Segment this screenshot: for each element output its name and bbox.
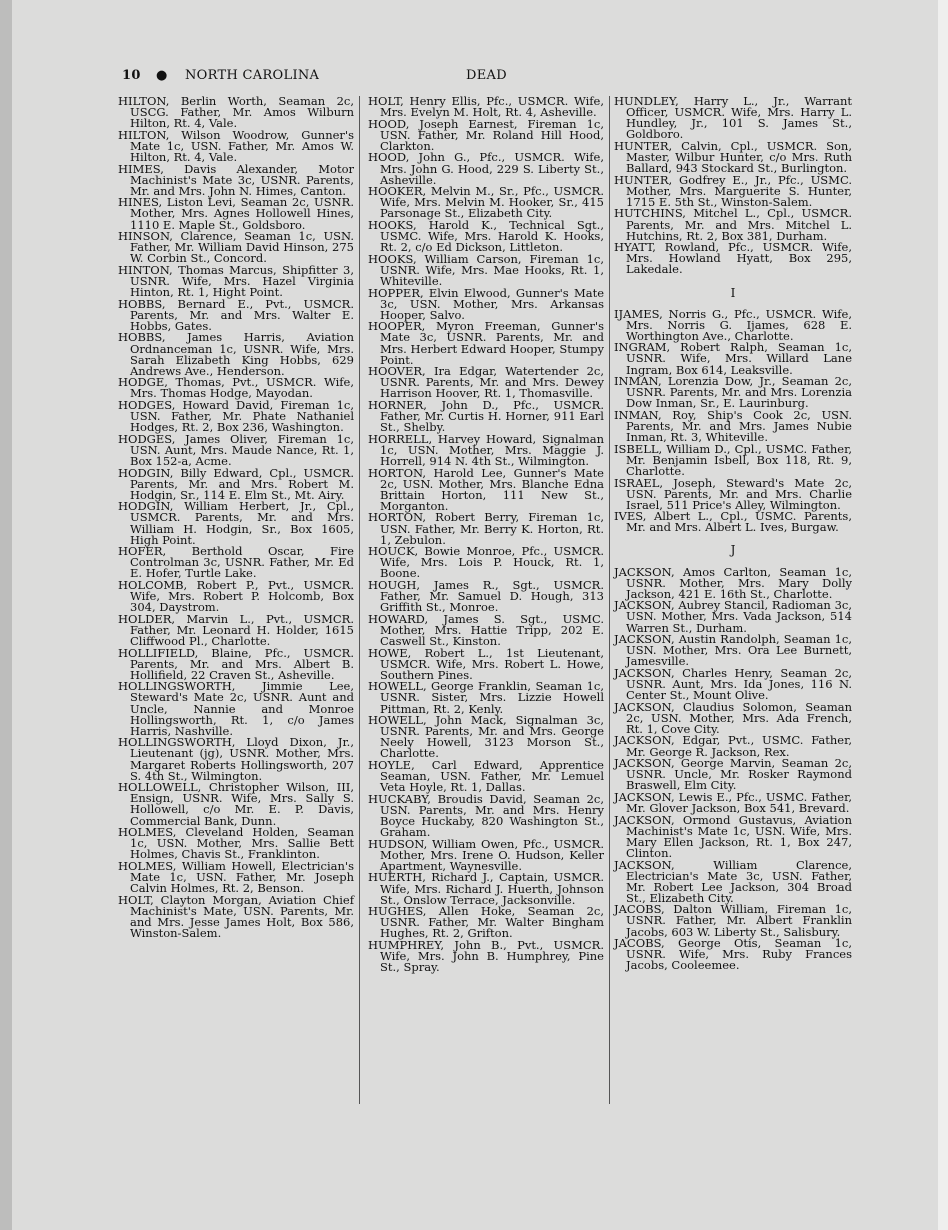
directory-entry: HUNTER, Calvin, Cpl., USMCR. Son, Master, Wilbur Hunter, c/o Mrs. Ruth Ballard, 943 Stockard St., Burlington. (614, 138, 852, 176)
directory-entry: HORTON, Robert Berry, Fireman 1c, USN. Father, Mr. Berry K. Horton, Rt. 1, Zebulon. (368, 510, 604, 547)
section-heading-j: J (730, 543, 736, 558)
directory-entry: HOOVER, Ira Edgar, Watertender 2c, USNR. Parents, Mr. and Mrs. Dewey Harrison Hoover, Rt. 1, Thomasville. (368, 364, 604, 401)
bullet-separator-icon: ● (156, 68, 168, 83)
directory-entry: HOOD, John G., Pfc., USMCR. Wife, Mrs. John G. Hood, 229 S. Liberty St., Asheville. (368, 150, 604, 187)
directory-entry: HYATT, Rowland, Pfc., USMCR. Wife, Mrs. Howland Hyatt, Box 295, Lakedale. (614, 240, 852, 277)
directory-entry: INMAN, Lorenzia Dow, Jr., Seaman 2c, USNR. Parents, Mr. and Mrs. Lorenzia Dow Inman, Sr., E. Laurinburg. (614, 374, 852, 411)
directory-entry: HINSON, Clarence, Seaman 1c, USN. Father, Mr. William David Hinson, 275 W. Corbin St., Concord. (118, 229, 354, 266)
directory-entry: HOWELL, George Franklin, Seaman 1c, USNR. Sister, Mrs. Lizzie Howell Pittman, Rt. 2, Kenly. (368, 679, 604, 716)
directory-entry: HOLCOMB, Robert P., Pvt., USMCR. Wife, Mrs. Robert P. Holcomb, Box 304, Daystrom. (118, 578, 354, 615)
directory-entry: HOLLINGSWORTH, Jimmie Lee, Steward's Mate 2c, USNR. Aunt and Uncle, Nannie and Monroe Hollingsworth, Rt. 1, c/o James Harris, Nashville. (118, 679, 354, 738)
directory-entry: HUNDLEY, Harry L., Jr., Warrant Officer, USMCR. Wife, Mrs. Harry L. Hundley, Jr., 101 S. James St., Goldboro. (614, 94, 852, 142)
column-3 (614, 96, 852, 972)
state-heading: NORTH CAROLINA (185, 68, 320, 83)
directory-entry: HOOD, Joseph Earnest, Fireman 1c, USN. Father, Mr. Roland Hill Hood, Clarkton. (368, 116, 604, 153)
directory-entry: JACKSON, Amos Carlton, Seaman 1c, USNR. Mother, Mrs. Mary Dolly Jackson, 421 E. 16th St., Charlotte. (614, 564, 852, 601)
directory-entry: HUDSON, William Owen, Pfc., USMCR. Mother, Mrs. Irene O. Hudson, Keller Apartment, Waynesville. (368, 836, 604, 873)
page-number: 10 (122, 68, 141, 83)
directory-entry: JACKSON, Austin Randolph, Seaman 1c, USN. Mother, Mrs. Ora Lee Burnett, Jamesville. (614, 632, 852, 669)
directory-entry: HOLMES, Cleveland Holden, Seaman 1c, USN. Mother, Mrs. Sallie Bett Holmes, Chavis St., Franklinton. (118, 825, 354, 862)
directory-entry: HINES, Liston Levi, Seaman 2c, USNR. Mother, Mrs. Agnes Hollowell Hines, 1110 E. Maple St., Goldsboro. (118, 195, 354, 232)
directory-entry: HOLLOWELL, Christopher Wilson, III, Ensign, USNR. Wife, Mrs. Sally S. Hollowell, c/o Mr. E. P. Davis, Commercial Bank, Dunn. (118, 780, 354, 828)
directory-entry: HOWARD, James S. Sgt., USMC. Mother, Mrs. Hattie Tripp, 202 E. Caswell St., Kinston. (368, 611, 604, 648)
entry-group-j (614, 564, 852, 973)
page-title: DEAD (466, 68, 507, 83)
directory-entry: HORRELL, Harvey Howard, Signalman 1c, USN. Mother, Mrs. Maggie J. Horrell, 914 N. 4th St., Wilmington. (368, 431, 604, 468)
directory-entry: HOWELL, John Mack, Signalman 3c, USNR. Parents, Mr. and Mrs. George Neely Howell, 3123 Morson St., Charlotte. (368, 713, 604, 761)
directory-entry: JACKSON, Lewis E., Pfc., USMC. Father, Mr. Glover Jackson, Box 541, Brevard. (614, 789, 852, 816)
directory-entry: INGRAM, Robert Ralph, Seaman 1c, USNR. Wife, Mrs. Willard Lane Ingram, Box 614, Leaksville. (614, 340, 852, 377)
directory-entry: JACKSON, Edgar, Pvt., USMC. Father, Mr. George R. Jackson, Rex. (614, 733, 852, 759)
directory-entry: JACKSON, William Clarence, Electrician's Mate 3c, USN. Father, Mr. Robert Lee Jackson, 304 Broad St., Elizabeth City. (614, 857, 852, 905)
directory-entry: HORNER, John D., Pfc., USMCR. Father, Mr. Curtis H. Horner, 911 Earl St., Shelby. (368, 398, 604, 435)
directory-entry: HOBBS, James Harris, Aviation Ordnanceman 1c, USNR. Wife, Mrs. Sarah Elizabeth King Hobbs, 629 Andrews Ave., Henderson. (118, 330, 354, 378)
directory-entry: HOYLE, Carl Edward, Apprentice Seaman, USN. Father, Mr. Lemuel Veta Hoyle, Rt. 1, Dallas. (368, 758, 604, 795)
directory-entry: HOBBS, Bernard E., Pvt., USMCR. Parents, Mr. and Mrs. Walter E. Hobbs, Gates. (118, 296, 354, 333)
directory-entry: HOOKER, Melvin M., Sr., Pfc., USMCR. Wife, Mrs. Melvin M. Hooker, Sr., 415 Parsonage St., Elizabeth City. (368, 184, 604, 221)
directory-entry: HUNTER, Godfrey E., Jr., Pfc., USMC. Mother, Mrs. Marguerite S. Hunter, 1715 E. 5th St., Winston-Salem. (614, 172, 852, 209)
directory-entry: HUGHES, Allen Hoke, Seaman 2c, USNR. Father, Mr. Walter Bingham Hughes, Rt. 2, Grifton. (368, 904, 604, 941)
directory-entry: HUMPHREY, John B., Pvt., USMCR. Wife, Mrs. John B. Humphrey, Pine St., Spray. (368, 938, 604, 975)
section-heading-i: I (730, 285, 736, 300)
column-1 (118, 96, 354, 940)
column-divider (609, 96, 610, 1104)
scan-edge-left (0, 0, 12, 1230)
directory-entry: JACKSON, Charles Henry, Seaman 2c, USNR. Aunt, Mrs. Ida Jones, 116 N. Center St., Mount Olive. (614, 665, 852, 703)
directory-entry: ISBELL, William D., Cpl., USMC. Father, Mr. Benjamin Isbell, Box 118, Rt. 9, Charlotte. (614, 441, 852, 478)
directory-entry: HODGIN, William Herbert, Jr., Cpl., USMCR. Parents, Mr. and Mrs. William H. Hodgin, Sr., Box 1605, High Point. (118, 499, 354, 547)
directory-entry: HOLLIFIELD, Blaine, Pfc., USMCR. Parents, Mr. and Mrs. Albert B. Hollifield, 22 Craven St., Asheville. (118, 645, 354, 682)
directory-entry: JACKSON, George Marvin, Seaman 2c, USNR. Uncle, Mr. Rosker Raymond Braswell, Elm City. (614, 756, 852, 793)
directory-entry: HODGE, Thomas, Pvt., USMCR. Wife, Mrs. Thomas Hodge, Mayodan. (118, 375, 354, 401)
directory-entry: HUTCHINS, Mitchel L., Cpl., USMCR. Parents, Mr. and Mrs. Mitchel L. Hutchins, Rt. 2, Box 381, Durham. (614, 206, 852, 243)
directory-entry: HOPPER, Elvin Elwood, Gunner's Mate 3c, USN. Mother, Mrs. Arkansas Hooper, Salvo. (368, 285, 604, 322)
directory-entry: JACKSON, Ormond Gustavus, Aviation Machinist's Mate 1c, USN. Wife, Mrs. Mary Ellen Jackson, Rt. 1, Box 247, Clinton. (614, 812, 852, 860)
column-2 (368, 96, 604, 974)
page-header (122, 68, 854, 86)
directory-entry: IJAMES, Norris G., Pfc., USMCR. Wife, Mrs. Norris G. Ijames, 628 E. Worthington Ave., Charlotte. (614, 306, 852, 343)
directory-entry: JACOBS, Dalton William, Fireman 1c, USNR. Father, Mr. Albert Franklin Jacobs, 603 W. Liberty St., Salisbury. (614, 902, 852, 939)
scan-edge-right (938, 0, 948, 1230)
directory-entry: JACOBS, George Otis, Seaman 1c, USNR. Wife, Mrs. Ruby Frances Jacobs, Cooleemee. (614, 936, 852, 973)
entry-group-i (614, 306, 852, 535)
column-divider (359, 96, 360, 1104)
directory-entry: HODGES, Howard David, Fireman 1c, USN. Father, Mr. Phate Nathaniel Hodges, Rt. 2, Box 236, Washington. (118, 398, 354, 435)
directory-entry: HOOKS, Harold K., Technical Sgt., USMC. Wife, Mrs. Harold K. Hooks, Rt. 2, c/o Ed Dickson, Littleton. (368, 218, 604, 255)
directory-entry: HOUCK, Bowie Monroe, Pfc., USMCR. Wife, Mrs. Lois P. Houck, Rt. 1, Boone. (368, 544, 604, 581)
entry-group-h (614, 96, 852, 276)
directory-entry: HIMES, Davis Alexander, Motor Machinist's Mate 3c, USNR. Parents, Mr. and Mrs. John N. Himes, Canton. (118, 161, 354, 198)
directory-entry: HOLLINGSWORTH, Lloyd Dixon, Jr., Lieutenant (jg), USNR. Mother, Mrs. Margaret Roberts Hollingsworth, 207 S. 4th St., Wilmington. (118, 735, 354, 783)
directory-entry: HODGIN, Billy Edward, Cpl., USMCR. Parents, Mr. and Mrs. Robert M. Hodgin, Sr., 114 E. Elm St., Mt. Airy. (118, 465, 354, 502)
directory-entry: HILTON, Berlin Worth, Seaman 2c, USCG. Father, Mr. Amos Wilburn Hilton, Rt. 4, Vale. (118, 94, 354, 131)
directory-entry: HOLDER, Marvin L., Pvt., USMCR. Father, Mr. Leonard H. Holder, 1615 Cliffwood Pl., Charlotte. (118, 611, 354, 648)
directory-entry: HOWE, Robert L., 1st Lieutenant, USMCR. Wife, Mrs. Robert L. Howe, Southern Pines. (368, 645, 604, 682)
directory-entry: HUERTH, Richard J., Captain, USMCR. Wife, Mrs. Richard J. Huerth, Johnson St., Onslow Terrace, Jacksonville. (368, 870, 604, 907)
directory-entry: INMAN, Roy, Ship's Cook 2c, USN. Parents, Mr. and Mrs. James Nubie Inman, Rt. 3, Whiteville. (614, 407, 852, 445)
directory-entry: IVES, Albert L., Cpl., USMC. Parents, Mr. and Mrs. Albert L. Ives, Burgaw. (614, 509, 852, 535)
directory-entry: HORTON, Harold Lee, Gunner's Mate 2c, USN. Mother, Mrs. Blanche Edna Brittain Horton, 111 New St., Morganton. (368, 465, 604, 513)
directory-entry: HODGES, James Oliver, Fireman 1c, USN. Aunt, Mrs. Maude Nance, Rt. 1, Box 152-a, Acme. (118, 431, 354, 468)
directory-entry: HOUGH, James R., Sgt., USMCR. Father, Mr. Samuel D. Hough, 313 Griffith St., Monroe. (368, 578, 604, 615)
directory-entry: JACKSON, Aubrey Stancil, Radioman 3c, USN. Mother, Mrs. Vada Jackson, 514 Warren St., Durham. (614, 598, 852, 635)
directory-entry: HOLT, Henry Ellis, Pfc., USMCR. Wife, Mrs. Evelyn M. Holt, Rt. 4, Asheville. (368, 94, 604, 120)
directory-entry: HILTON, Wilson Woodrow, Gunner's Mate 1c, USN. Father, Mr. Amos W. Hilton, Rt. 4, Vale. (118, 127, 354, 164)
directory-entry: HOOPER, Myron Freeman, Gunner's Mate 3c, USNR. Parents, Mr. and Mrs. Herbert Edward Hooper, Stumpy Point. (368, 319, 604, 367)
directory-entry: HOOKS, William Carson, Fireman 1c, USNR. Wife, Mrs. Mae Hooks, Rt. 1, Whiteville. (368, 251, 604, 288)
directory-entry: HUCKABY, Broudis David, Seaman 2c, USN. Parents, Mr. and Mrs. Henry Boyce Huckaby, 820 Washington St., Graham. (368, 791, 604, 840)
directory-entry: ISRAEL, Joseph, Steward's Mate 2c, USN. Parents, Mr. and Mrs. Charlie Israel, 511 Price's Alley, Wilmington. (614, 475, 852, 512)
directory-entry: HOLMES, William Howell, Electrician's Mate 1c, USN. Father, Mr. Joseph Calvin Holmes, Rt. 2, Benson. (118, 858, 354, 896)
directory-entry: HOFER, Berthold Oscar, Fire Controlman 3c, USNR. Father, Mr. Ed E. Hofer, Turtle Lake. (118, 544, 354, 581)
directory-entry: HOLT, Clayton Morgan, Aviation Chief Machinist's Mate, USN. Parents, Mr. and Mrs. Jesse James Holt, Box 586, Winston-Salem. (118, 892, 354, 940)
directory-entry: JACKSON, Claudius Solomon, Seaman 2c, USN. Mother, Mrs. Ada French, Rt. 1, Cove City. (614, 699, 852, 736)
directory-entry: HINTON, Thomas Marcus, Shipfitter 3, USNR. Wife, Mrs. Hazel Virginia Hinton, Rt. 1, Hight Point. (118, 262, 354, 300)
